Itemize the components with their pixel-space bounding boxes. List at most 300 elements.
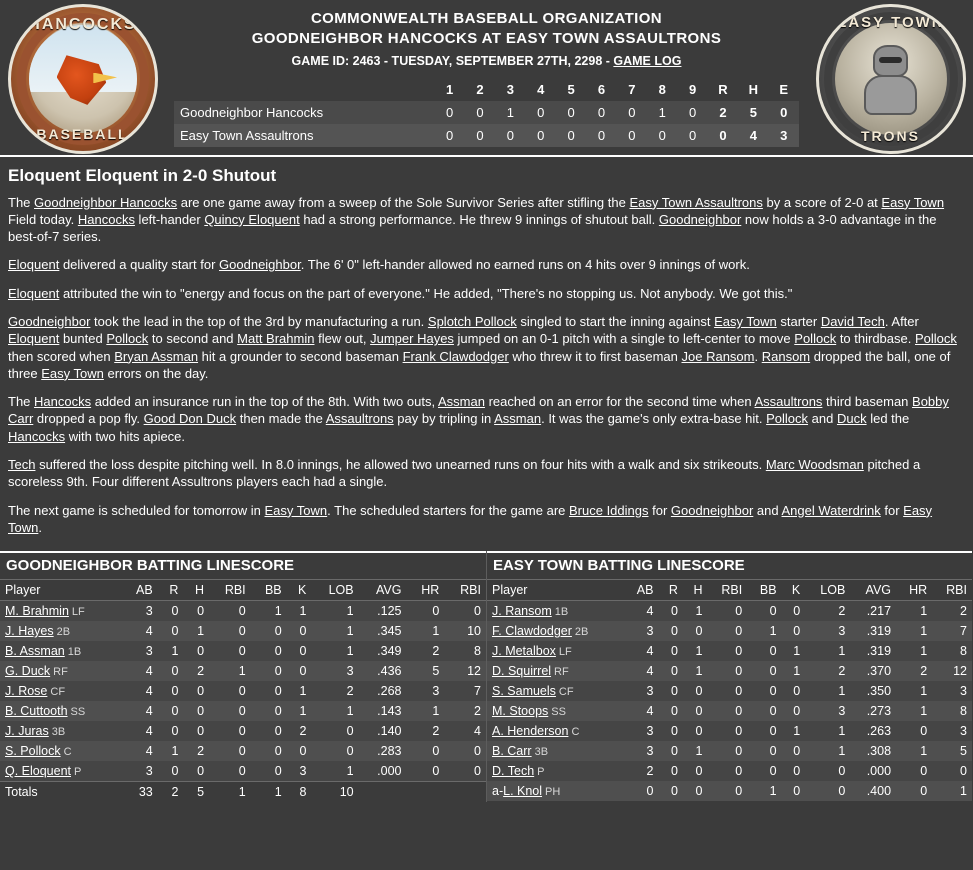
boxscore-hits: 4 [749,128,757,143]
player-cell [0,621,122,641]
stat-ab: 4 [646,644,654,659]
stat-rbi: 0 [735,744,743,759]
stat-k: 2 [299,724,307,739]
stat-rbi: 0 [735,664,743,679]
entity-link[interactable]: Hancocks [77,211,135,227]
stat-h: 0 [197,764,205,779]
stat-hr: 1 [432,704,440,719]
stat-hr: 1 [920,744,928,759]
stat-hr: 1 [920,604,928,619]
entity-link[interactable]: Easy Town [41,365,104,381]
boxscore-row-away [174,101,799,124]
stat-h: 2 [197,664,205,679]
stat-hr: 3 [432,684,440,699]
stat-h: 0 [197,724,205,739]
stat-avg: .273 [866,704,892,719]
stat-r: 0 [671,784,678,799]
stat-avg: .140 [377,724,402,739]
stat-r: 0 [171,604,179,619]
article-headline: Eloquent Eloquent in 2-0 Shutout [8,166,277,185]
inning-header-6: 6 [597,82,606,97]
table-row [487,721,972,741]
entity-link[interactable]: Easy Town [8,502,933,535]
stat-rbi: 8 [474,644,481,659]
player-position: RF [554,666,569,679]
table-row [0,641,486,661]
stat-rbi: 0 [960,764,967,779]
stat-avg: .400 [866,784,892,799]
stat-lob: 1 [838,744,846,759]
totals-rbi: 1 [238,785,246,800]
boxscore-inning-6: 0 [597,105,606,120]
player-position: C [571,726,580,739]
entity-link[interactable]: Assaultrons [754,394,823,410]
stat-r: 0 [671,664,678,679]
stat-lob: 3 [346,664,354,679]
entity-link[interactable]: Bobby Carr [8,394,949,427]
boxscore-inning-8: 1 [658,105,666,120]
stat-rbi: 0 [735,724,743,739]
linescore-col-bb: BB [747,580,781,601]
entity-link[interactable]: Bryan Assman [114,348,199,364]
linescore-col-avg: AVG [850,580,896,601]
boxscore-inning-9: 0 [688,128,697,143]
stat-lob: 1 [838,644,846,659]
stat-k: 0 [793,784,801,799]
linescore-col-h: H [183,580,209,601]
boxscore-inning-4: 0 [537,105,545,120]
linescore-table [0,579,486,802]
totals-lob: 10 [339,785,354,800]
entity-link[interactable]: Assaultrons [325,411,394,427]
stat-ab: 4 [145,704,153,719]
boxscore-team-name: Easy Town Assaultrons [180,128,314,143]
stat-r: 0 [171,704,179,719]
boxscore-inning-3: 0 [506,128,514,143]
stat-lob: 0 [838,784,846,799]
player-position: SS [70,706,86,719]
stat-hr: 1 [920,684,928,699]
linescore-col-ab: AB [624,580,658,601]
player-name-link[interactable]: L. Knol [503,784,543,799]
linescore-title: GOODNEIGHBOR BATTING LINESCORE [0,551,486,579]
linescore-col-h: H [683,580,708,601]
stat-h: 1 [695,644,703,659]
player-name-link[interactable]: A. Henderson [492,724,569,739]
inning-header-3: 3 [506,82,514,97]
article-paragraph: Eloquent delivered a quality start for Goodneighbor. The 6' 0" left-hander allowed no earned runs on 4 hits over 9 innings of work. [8,257,750,273]
entity-link[interactable]: Pollock [766,411,809,427]
stat-r: 0 [671,764,678,779]
stat-rbi: 0 [735,644,743,659]
stat-hr: 1 [920,704,928,719]
linescore-col-avg: AVG [359,580,407,601]
stat-avg: .000 [377,764,402,779]
stat-h: 0 [695,704,703,719]
totals-ab: 33 [138,785,153,800]
totals-avg [359,782,407,803]
stat-rbi: 0 [735,704,743,719]
player-name-link[interactable]: B. Carr [492,744,532,759]
entity-link[interactable]: David Tech [820,314,885,330]
player-cell [487,661,624,681]
entity-link[interactable]: Ransom [761,348,811,364]
player-name-link[interactable]: J. Ransom [492,604,552,619]
stat-r: 0 [671,704,678,719]
stat-k: 0 [793,704,801,719]
player-cell [0,641,122,661]
inning-header-4: 4 [537,82,545,97]
stat-rbi: 3 [960,684,967,699]
stat-rbi: 3 [960,724,967,739]
robot-body-icon [864,75,918,115]
stat-ab: 3 [646,724,654,739]
stat-lob: 0 [346,744,354,759]
entity-link[interactable]: Easy Town [264,502,328,518]
stat-rbi: 0 [238,644,246,659]
linescore-col-rbi: RBI [209,580,251,601]
entity-link[interactable]: Tech [8,456,36,472]
stat-rbi: 0 [238,684,246,699]
stat-bb: 1 [769,784,777,799]
table-row [0,661,486,681]
entity-link[interactable]: Easy Town [714,314,777,330]
stat-r: 0 [671,724,678,739]
logo-text-top: EASY TOWN [836,14,945,31]
player-prefix: a- [492,784,504,799]
player-name-link[interactable]: Q. Eloquent [5,764,72,779]
article-paragraph: Tech suffered the loss despite pitching well. In 8.0 innings, he allowed two unearned runs on four hits with a walk and six strikeouts. Marc Woodsman pitched a scoreless 9th. Four different Assultrons players each had a single. [8,456,921,490]
boxscore-inning-7: 0 [628,105,636,120]
player-name-link[interactable]: J. Metalbox [492,644,556,659]
player-cell [487,701,624,721]
player-name-link[interactable]: J. Rose [5,684,48,699]
stat-hr: 2 [920,664,928,679]
stat-ab: 4 [145,664,153,679]
entity-link[interactable]: Jumper Hayes [370,331,454,347]
entity-link[interactable]: Quincy Eloquent [204,211,300,227]
game-log-link[interactable]: GAME LOG [613,54,682,68]
stat-ab: 3 [646,744,654,759]
totals-bb: 1 [274,785,282,800]
stat-bb: 1 [274,604,282,619]
player-cell [487,781,624,801]
linescore-col-hr: HR [896,580,932,601]
linescore-body [0,601,486,803]
stat-rbi: 2 [960,604,967,619]
stat-k: 1 [793,644,801,659]
stat-rbi: 0 [735,684,743,699]
player-name-link[interactable]: M. Brahmin [5,604,69,619]
stat-ab: 4 [145,724,153,739]
linescore-col-lob: LOB [311,580,358,601]
linescore-col-r: R [158,580,184,601]
stat-bb: 0 [274,664,282,679]
stat-rbi: 0 [238,624,246,639]
stat-hr: 1 [920,624,928,639]
stat-rbi: 12 [467,664,481,679]
stat-k: 1 [299,604,307,619]
stat-avg: .370 [866,664,892,679]
stat-lob: 2 [838,664,846,679]
stat-lob: 1 [838,724,846,739]
stat-k: 0 [793,744,801,759]
stat-avg: .308 [866,744,892,759]
stat-rbi: 0 [238,764,246,779]
stat-hr: 1 [432,624,440,639]
boxscore-inning-1: 0 [445,105,454,120]
stat-r: 0 [671,684,678,699]
stat-avg: .263 [866,724,892,739]
stat-rbi: 0 [474,744,481,759]
entity-link[interactable]: Pollock [794,331,837,347]
player-position: 1B [67,646,82,659]
totals-hr [406,782,444,803]
stat-k: 0 [299,644,307,659]
entity-link[interactable]: Angel Waterdrink [781,502,881,518]
player-name-link[interactable]: S. Pollock [5,744,61,759]
stat-h: 1 [695,664,703,679]
entity-link[interactable]: Bruce Iddings [569,502,649,518]
stat-r: 0 [671,604,678,619]
player-position: LF [558,646,572,659]
player-cell [0,701,122,721]
totals-rbi [444,782,486,803]
inning-header-2: 2 [476,82,484,97]
stat-k: 0 [793,624,801,639]
entity-link[interactable]: Goodneighbor Hancocks [34,194,178,210]
stat-avg: .349 [377,644,402,659]
entity-link[interactable]: Splotch Pollock [427,314,517,330]
player-position: C [63,746,72,759]
stat-avg: .217 [866,604,892,619]
stat-ab: 3 [145,644,153,659]
entity-link[interactable]: Marc Woodsman [765,456,864,472]
stat-h: 0 [197,604,205,619]
stat-h: 2 [197,744,205,759]
boxscore-inning-4: 0 [537,128,545,143]
stat-rbi: 0 [238,704,246,719]
stat-hr: 0 [920,784,928,799]
player-name-link[interactable]: J. Hayes [5,624,54,639]
stat-k: 0 [299,744,307,759]
entity-link[interactable]: Assman [437,394,485,410]
stat-avg: .283 [377,744,402,759]
boxscore-inning-8: 0 [658,128,666,143]
player-name-link[interactable]: B. Cuttooth [5,704,68,719]
player-cell [487,641,624,661]
linescore-col-rbi-2: RBI [932,580,972,601]
stat-hr: 1 [920,644,928,659]
boxscore-runs: 0 [719,128,727,143]
stat-rbi: 0 [735,624,743,639]
entity-link[interactable]: Easy Town [881,194,945,210]
linescore-body [487,601,972,802]
boxscore-team-header [174,78,434,101]
table-row [0,681,486,701]
player-name-link[interactable]: G. Duck [5,664,51,679]
stat-lob: 0 [838,764,846,779]
player-cell [487,681,624,701]
boxscore-row-home [174,124,799,147]
article-paragraph: Goodneighbor took the lead in the top of the 3rd by manufacturing a run. Splotch Pollock singled to start the inning against Easy Town starter David Tech. After Eloquent bunted Pollock to second and Matt Brahmin flew out, Jumper Hayes jumped on an 0-1 pitch with a single to left-center to move Pollock to thirdbase. Pollock then scored when Bryan Assman hit a grounder to second baseman Frank Clawdodger who threw it to first baseman Joe Ransom. Ransom dropped the ball, one of three Easy Town errors on the day. [8,314,957,381]
totals-k: 8 [299,785,307,800]
table-row [487,681,972,701]
stat-bb: 0 [769,664,777,679]
table-row [0,741,486,761]
player-position: P [537,766,545,779]
article-paragraph: The next game is scheduled for tomorrow in Easy Town. The scheduled starters for the game are Bruce Iddings for Goodneighbor and Angel Waterdrink for Easy Town. [8,502,933,535]
totals-label: Totals [5,785,38,800]
stat-hr: 0 [432,764,440,779]
entity-link[interactable]: Eloquent [8,331,60,347]
boxscore-table [174,78,799,147]
article-paragraph: The Goodneighbor Hancocks are one game away from a sweep of the Sole Survivor Series after stifling the Easy Town Assaultrons by a score of 2-0 at Easy Town Field today. Hancocks left-hander Quincy Eloquent had a strong performance. He threw 9 innings of shutout ball. Goodneighbor now holds a 3-0 advantage in the best-of-7 series. [8,194,945,245]
stat-rbi: 8 [960,704,967,719]
linescore-col-ab: AB [122,580,158,601]
stat-rbi: 0 [238,744,246,759]
stat-bb: 0 [769,764,777,779]
entity-link[interactable]: Good Don Duck [143,411,237,427]
stat-bb: 1 [769,624,777,639]
stat-ab: 3 [145,764,153,779]
player-position: 1B [554,606,569,619]
entity-link[interactable]: Hancocks [34,394,92,410]
stat-h: 0 [695,624,703,639]
stat-rbi: 5 [960,744,967,759]
stat-rbi: 0 [474,604,481,619]
player-cell [487,601,624,622]
entity-link[interactable]: Assman [494,411,542,427]
stat-lob: 2 [346,684,354,699]
stat-ab: 2 [646,764,654,779]
entity-link[interactable]: Eloquent [8,257,60,273]
stat-lob: 1 [346,604,354,619]
player-cell [487,741,624,761]
away-team-logo-wrap [808,0,973,154]
stat-avg: .143 [377,704,402,719]
inning-header-8: 8 [658,82,666,97]
player-cell [487,621,624,641]
table-row [487,781,972,801]
player-cell [0,761,122,782]
logo-text-bottom: BASEBALL [36,126,129,142]
linescore-table [487,579,972,801]
stat-lob: 3 [838,624,846,639]
hits-header: H [748,82,759,97]
entity-link[interactable]: Goodneighbor [658,211,742,227]
game-recap-article [0,155,973,551]
entity-link[interactable]: Joe Ransom [681,348,755,364]
stat-h: 0 [695,784,703,799]
totals-r: 2 [171,785,179,800]
stat-avg: .350 [866,684,892,699]
boxscore-inning-9: 0 [688,105,697,120]
player-name-link[interactable]: S. Samuels [492,684,556,699]
stat-rbi: 8 [960,644,967,659]
stat-lob: 1 [346,644,354,659]
player-name-link[interactable]: M. Stoops [492,704,549,719]
stat-avg: .436 [377,664,402,679]
totals-row [0,782,486,803]
stat-avg: .345 [377,624,402,639]
table-row [487,641,972,661]
player-name-link[interactable]: J. Juras [5,724,49,739]
entity-link[interactable]: Matt Brahmin [237,331,315,347]
stat-lob: 1 [346,704,354,719]
stat-r: 1 [171,744,179,759]
player-name-link[interactable]: D. Squirrel [492,664,552,679]
stat-hr: 2 [432,724,440,739]
stat-k: 1 [299,704,307,719]
runs-header: R [718,82,728,97]
stat-bb: 0 [274,704,282,719]
boxscore-inning-7: 0 [628,128,636,143]
boxscore-inning-6: 0 [597,128,606,143]
linescore-header-row [487,580,972,601]
linescore-col-k: K [782,580,806,601]
entity-link[interactable]: Pollock [914,331,957,347]
stat-k: 1 [793,724,801,739]
linescore-title: EASY TOWN BATTING LINESCORE [487,551,972,579]
player-name-link[interactable]: D. Tech [492,764,535,779]
entity-link[interactable]: Easy Town Assaultrons [629,194,763,210]
boxscore-errors: 3 [780,128,788,143]
stat-hr: 0 [920,764,928,779]
stat-bb: 0 [274,744,282,759]
linescore-easytown [486,551,972,802]
stat-ab: 4 [646,604,654,619]
entity-link[interactable]: Hancocks [8,428,66,444]
entity-link[interactable]: Duck [836,411,867,427]
stat-k: 0 [299,664,307,679]
table-row [487,741,972,761]
player-position: LF [71,606,85,619]
page-header [0,0,973,155]
entity-link[interactable]: Goodneighbor [8,314,91,330]
stat-h: 0 [197,704,205,719]
stat-bb: 0 [769,644,777,659]
boxscore-inning-2: 0 [476,128,484,143]
linescore-col-player: Player [0,580,122,601]
article-paragraph: The Hancocks added an insurance run in the top of the 8th. With two outs, Assman reached on an error for the second time when Assaultrons third baseman Bobby Carr dropped a pop fly. Good Don Duck then made the Assaultrons pay by tripling in Assman. It was the game's only extra-base hit. Pollock and Duck led the Hancocks with two hits apiece. [8,394,949,444]
stat-bb: 0 [274,764,282,779]
player-cell [0,681,122,701]
stat-k: 1 [793,664,801,679]
inning-header-9: 9 [688,82,697,97]
boxscore [174,78,799,147]
stat-ab: 0 [646,784,654,799]
boxscore-errors: 0 [780,105,788,120]
boxscore-header-row [174,78,799,101]
inning-header-7: 7 [628,82,636,97]
entity-link[interactable]: Eloquent [8,285,60,301]
player-name-link[interactable]: F. Clawdodger [492,624,572,639]
stat-k: 3 [299,764,307,779]
player-position: RF [53,666,68,679]
entity-link[interactable]: Goodneighbor [670,502,754,518]
player-name-link[interactable]: B. Assman [5,644,65,659]
table-row [487,601,972,622]
entity-link[interactable]: Frank Clawdodger [402,348,509,364]
entity-link[interactable]: Goodneighbor [219,257,301,273]
stat-bb: 0 [274,644,282,659]
stat-h: 1 [695,604,703,619]
boxscore-runs: 2 [719,105,727,120]
entity-link[interactable]: Pollock [106,331,149,347]
stat-r: 0 [171,724,179,739]
stat-lob: 2 [838,604,846,619]
